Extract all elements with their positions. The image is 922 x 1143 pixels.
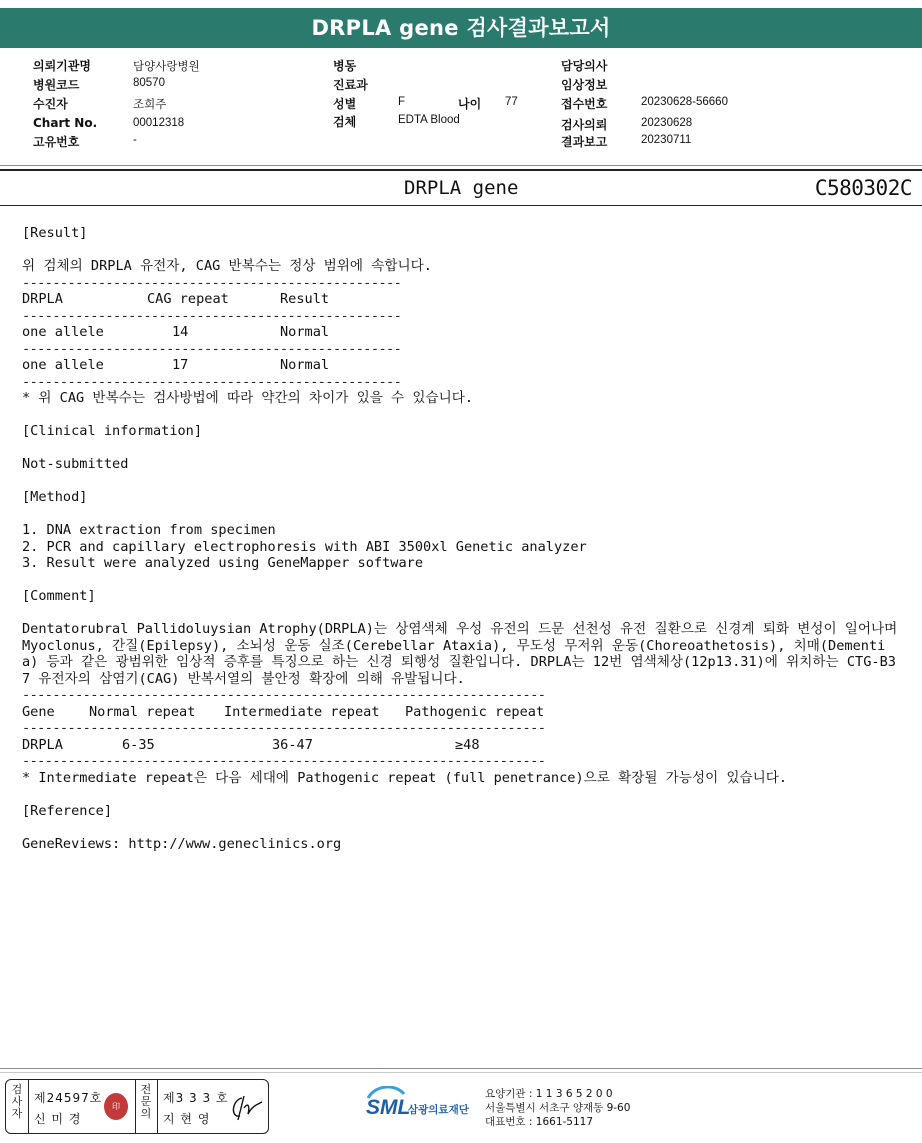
org-address: 서울특별시 서초구 양재동 9-60 [485,1102,631,1114]
info-label: 의뢰기관명 [33,59,91,73]
table-cell: DRPLA [22,736,63,753]
info-label: 병동 [333,59,357,73]
footer-divider [0,1072,922,1073]
table-header-cell: CAG repeat [147,291,229,307]
test-header-band [0,169,922,206]
info-value: 20230628 [641,117,693,129]
info-value: EDTA Blood [398,114,460,126]
divider: -------------------------------------------------- [22,373,402,390]
table-row [22,324,912,341]
info-label: 담당의사 [561,59,608,73]
info-label: Chart No. [33,116,98,130]
patient-info-block [0,50,922,166]
table-header-row [22,704,912,721]
divider: --------------------------------------------------------------------- [22,753,546,769]
test-code: C580302C [814,176,912,200]
comment-text: Dentatorubral Pallidoluysian Atrophy(DRPLA)는 상염색체 우성 유전의 드문 선천성 유전 질환으로 신경계 퇴화 변성이 일어나며 Myoclonus, 간질(Epilepsy), 소뇌성 운동 실조(Cerebellar Ataxia), 무도성 무저위 운동(Choreoathetosis), 치매(Dementia) 등과 같은 광범위한 임상적 증후를 특징으로 하는 신경 퇴행성 질환입니다. DRPLA는 12번 염색체상(12p13.31)에 위치하는 CTG-B37 유전자의 삼염기(CAG) 반복서열의 불안정 확장에 의해 유발됩니다. [22,621,898,687]
table-cell: 14 [172,324,189,340]
footnote: * 위 CAG 반복수는 검사방법에 따라 약간의 차이가 있을 수 있습니다. [22,390,474,406]
report-title: DRPLA gene 검사결과보고서 [0,8,922,48]
signature-icon [228,1092,264,1122]
method-item: 3. Result were analyzed using GeneMapper software [22,555,424,571]
info-label: 고유번호 [33,135,80,149]
info-label: 나이 [458,97,482,111]
org-phone: 대표번호 : 1661-5117 [485,1116,594,1128]
info-label: 성별 [333,97,357,111]
approver-label [135,1080,157,1133]
table-header-row [22,291,912,308]
info-label: 결과보고 [561,135,608,149]
section-header-reference: [Reference] [22,802,113,819]
org-code: 요양기관 : 1 1 3 6 5 2 0 0 [485,1088,613,1100]
method-item: 2. PCR and capillary electrophoresis with ABI 3500xl Genetic analyzer [22,538,587,555]
divider: --------------------------------------------------------------------- [22,687,546,703]
info-value: F [398,96,406,108]
table-header-cell: Normal repeat [89,703,196,720]
divider: -------------------------------------------------- [22,307,402,324]
info-value: 담양사랑병원 [133,61,200,73]
seal-stamp-icon: 印 [104,1093,128,1120]
info-value: 조희주 [133,99,167,111]
report-body [22,225,912,852]
organization-info [485,1087,630,1129]
inspector-name: 신 미 경 [34,1112,82,1126]
signature-box [5,1079,269,1134]
table-cell: Normal [280,324,330,340]
table-cell: 17 [172,357,189,373]
inspector-license: 제24597호 [34,1091,103,1105]
footer-divider [0,1068,922,1069]
info-label: 수진자 [33,97,68,111]
approver-label-text: 전문의 [140,1083,152,1120]
table-header-cell: DRPLA [22,291,63,307]
sml-logo [366,1086,486,1130]
info-label: 검사의뢰 [561,118,608,132]
info-value: - [133,134,137,146]
info-label: 진료과 [333,78,368,92]
table-cell: one allele [22,324,104,340]
section-header-comment: [Comment] [22,588,96,604]
logo-text: SML [366,1096,411,1119]
table-header-cell: Result [280,291,330,307]
reference-value: GeneReviews: http://www.geneclinics.org [22,835,342,852]
table-header-cell: Intermediate repeat [224,703,380,720]
section-header-method: [Method] [22,489,88,505]
table-cell: one allele [22,357,104,373]
info-label: 병원코드 [33,78,80,92]
info-value: 77 [505,96,518,108]
info-value: 00012318 [133,117,185,129]
info-value: 20230628-56660 [641,96,728,108]
table-header-cell: Gene [22,703,55,720]
table-cell: 36-47 [272,736,313,753]
table-cell: 6-35 [122,736,155,753]
divider: --------------------------------------------------------------------- [22,720,546,736]
divider: -------------------------------------------------- [22,340,402,357]
method-item: 1. DNA extraction from specimen [22,522,276,538]
info-label: 검체 [333,115,357,129]
info-value: 80570 [133,77,165,89]
inspector-label-text: 검사자 [11,1083,23,1120]
approver-name: 지 현 영 [163,1112,211,1126]
info-label: 임상정보 [561,78,608,92]
section-header-clinical: [Clinical information] [22,423,203,439]
result-summary: 위 검체의 DRPLA 유전자, CAG 반복수는 정상 범위에 속합니다. [22,258,432,274]
info-value: 20230711 [641,134,692,146]
test-name: DRPLA gene [404,177,519,199]
approver-license: 제3 3 3 호 [163,1091,229,1105]
table-cell: ≥48 [455,736,480,753]
info-label: 접수번호 [561,97,608,111]
section-header-result: [Result] [22,225,88,241]
divider: -------------------------------------------------- [22,274,402,291]
inspector-label [6,1080,28,1133]
footnote: * Intermediate repeat은 다음 세대에 Pathogenic repeat (full penetrance)으로 확장될 가능성이 있습니다. [22,769,788,786]
table-row [22,357,912,374]
table-row [22,737,912,754]
table-header-cell: Pathogenic repeat [405,703,545,720]
table-cell: Normal [280,357,330,373]
clinical-info-value: Not-submitted [22,456,129,472]
foundation-name: 삼광의료재단 [408,1104,469,1116]
